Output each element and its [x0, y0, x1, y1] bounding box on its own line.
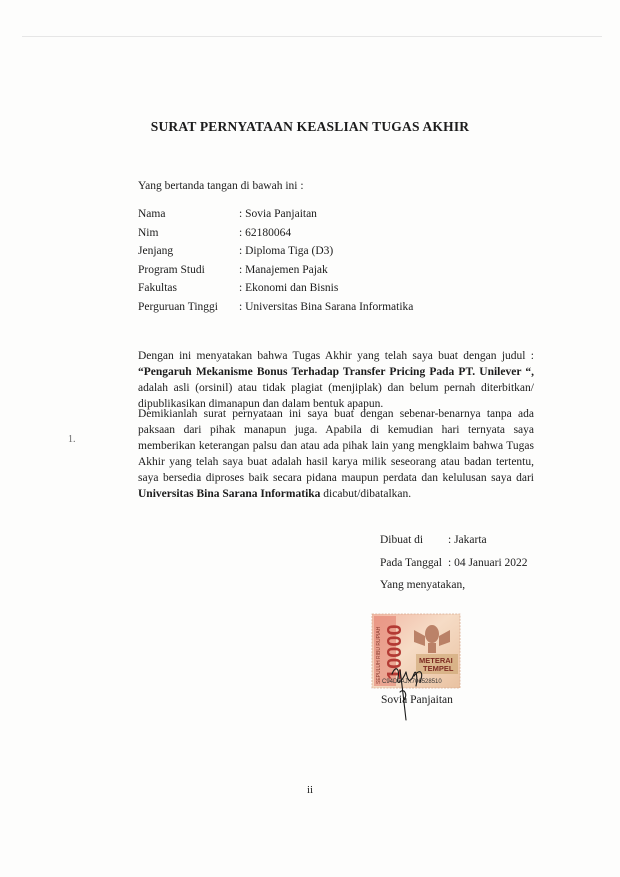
- signer-name: Sovia Panjaitan: [381, 694, 453, 706]
- stamp-amount: 10000: [384, 624, 406, 680]
- place-value: : Jakarta: [448, 534, 487, 546]
- document-title: SURAT PERNYATAAN KEASLIAN TUGAS AKHIR: [150, 119, 470, 134]
- identity-row-nama: [138, 205, 413, 224]
- date-label: Pada Tanggal: [380, 556, 442, 569]
- identity-value: : Sovia Panjaitan: [239, 208, 317, 220]
- identity-label: Jenjang: [138, 245, 174, 257]
- scan-edge-line: [22, 36, 602, 37]
- identity-row-nim: [138, 224, 413, 243]
- page-number: ii: [306, 784, 314, 796]
- stamp-line1: METERAI: [419, 656, 453, 665]
- signature-block: [380, 529, 528, 597]
- identity-table: [138, 205, 413, 316]
- identity-label: Program Studi: [138, 263, 205, 276]
- identity-row-jenjang: [138, 242, 413, 261]
- statement-paragraph: [138, 348, 534, 412]
- declaration-tail: dicabut/dibatalkan.: [323, 488, 412, 500]
- statement-lead: Dengan ini menyatakan bahwa Tugas Akhir yang telah saya buat dengan judul :: [138, 350, 534, 362]
- place-label: Dibuat di: [380, 534, 424, 546]
- declaration-paragraph: [138, 406, 534, 502]
- closing-row: [380, 574, 528, 597]
- identity-value: : 62180064: [239, 226, 292, 239]
- identity-label: Nim: [138, 226, 159, 239]
- identity-label: Nama: [138, 208, 166, 220]
- margin-mark: 1.: [68, 434, 76, 445]
- closing-text: Yang menyatakan,: [380, 579, 466, 591]
- identity-row-program-studi: [138, 261, 413, 280]
- identity-row-perguruan-tinggi: [138, 298, 413, 317]
- identity-value: : Universitas Bina Sarana Informatika: [239, 300, 414, 313]
- place-row: [380, 529, 528, 552]
- date-value: : 04 Januari 2022: [448, 556, 528, 569]
- declaration-text: Demikianlah surat pernyataan ini saya buat dengan sebenar-benarnya tanpa ada paksaan dari pihak manapun juga. Apabila di kemudian hari ternyata saya memberikan keterangan palsu dan atau ada pihak lain yang mengklaim bahwa Tugas Akhir yang telah saya buat adalah hasil karya milik seseorang atau badan tertentu, saya bersedia diproses baik secara pidana maupun perdata dan kelulusan saya dari: [138, 408, 534, 484]
- statement-tail: adalah asli (orsinil) atau tidak plagiat (menjiplak) dan belum pernah diterbitkan/ dipublikasikan dimanapun dan dalam bentuk apapun.: [138, 382, 534, 410]
- stamp-top-text: SEPULUH RIBU RUPIAH: [376, 626, 382, 684]
- identity-label: Fakultas: [138, 282, 177, 294]
- identity-row-fakultas: [138, 279, 413, 298]
- thesis-title: “Pengaruh Mekanisme Bonus Terhadap Transfer Pricing Pada PT. Unilever “,: [138, 366, 534, 378]
- identity-value: : Ekonomi dan Bisnis: [239, 282, 339, 294]
- identity-label: Perguruan Tinggi: [138, 300, 218, 313]
- university-name: Universitas Bina Sarana Informatika: [138, 488, 321, 500]
- identity-value: : Diploma Tiga (D3): [239, 245, 334, 257]
- intro-text: Yang bertanda tangan di bawah ini :: [138, 180, 304, 192]
- date-row: [380, 552, 528, 575]
- stamp-line2: TEMPEL: [423, 664, 454, 673]
- identity-value: : Manajemen Pajak: [239, 263, 328, 276]
- stamp-serial: C94D3AJX706528510: [382, 679, 442, 685]
